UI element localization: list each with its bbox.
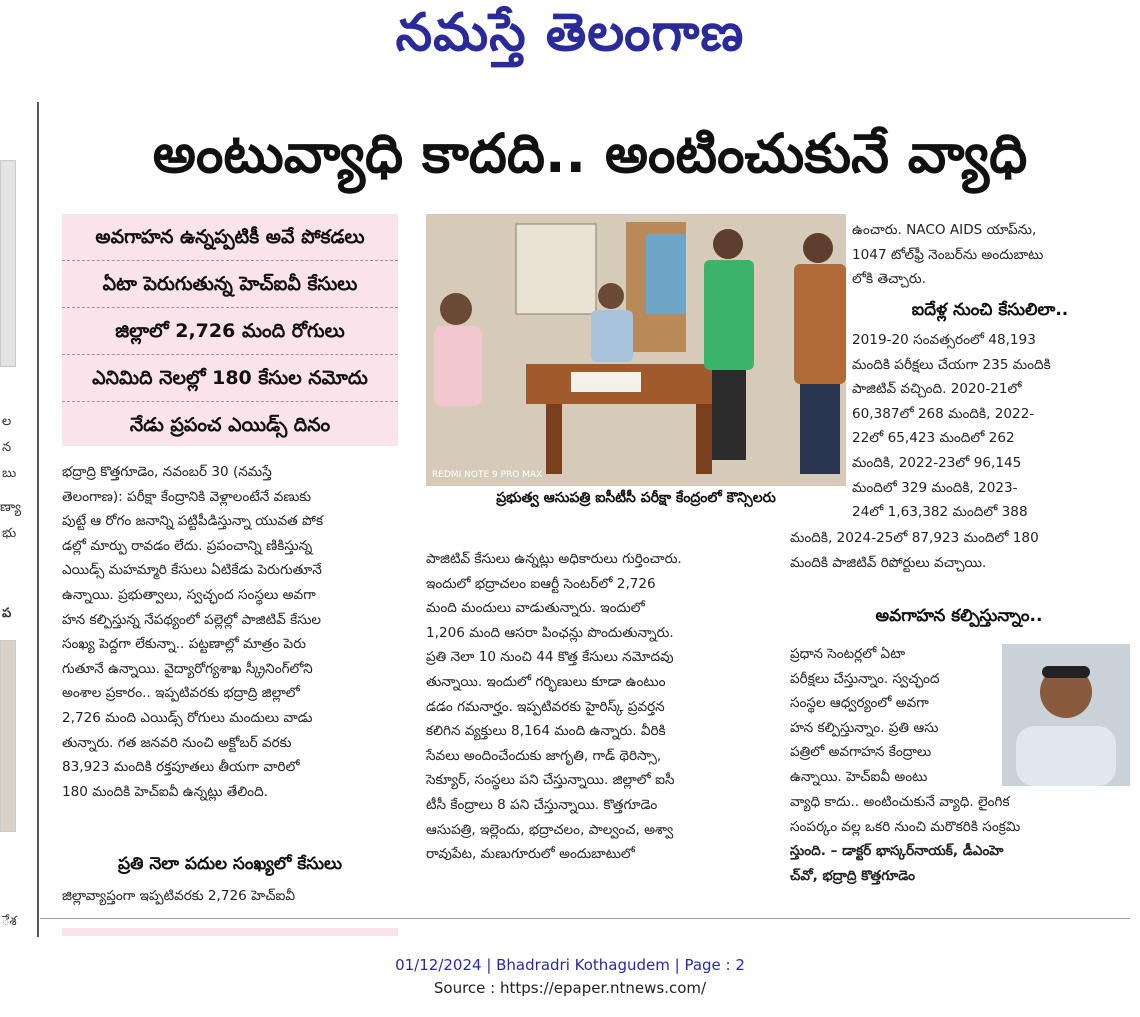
text-line: పాజిటివ్ వచ్చింది. 2020-21లో bbox=[852, 381, 1022, 398]
text-line: హన కల్పిస్తున్నాం. ప్రతి ఆసు bbox=[790, 719, 939, 736]
text-line: ఆసుపత్రి, ఇల్లెందు, భద్రాచలం, పాల్వంచ, అశ్వా bbox=[426, 821, 674, 838]
next-box-fragment bbox=[62, 928, 398, 936]
edge-text: ప bbox=[2, 606, 12, 621]
text-line: మందికి, 2024-25లో 87,923 మందిలో 180 bbox=[790, 530, 1039, 546]
highlight-line: అవగాహన ఉన్నప్పటికీ అవే పోకడలు bbox=[62, 214, 398, 261]
text-line: భద్రాద్రి కొత్తగూడెం, నవంబర్ 30 (నమస్తే bbox=[62, 464, 272, 480]
footer-edition-info: 01/12/2024 | Bhadradri Kothagudem | Page : 2 bbox=[395, 956, 745, 974]
text-line: స్తుంది. – డాక్టర్ భాస్కర్‌నాయక్, డీఎంహె bbox=[790, 843, 1004, 860]
text-line: పత్రిలో అవగాహన కేంద్రాలు bbox=[790, 744, 932, 761]
column-divider bbox=[37, 102, 39, 937]
text-line: 2,726 మంది ఎయిడ్స్ రోగులు మందులు వాడు bbox=[62, 709, 313, 726]
highlights-box bbox=[62, 214, 398, 446]
text-line: పుట్టే ఆ రోగం జనాన్ని పట్టిపీడిస్తున్నా యువత పోక bbox=[62, 513, 324, 530]
bottom-rule bbox=[40, 918, 1130, 919]
article-headline: అంటువ్యాధి కాదది.. అంటించుకునే వ్యాధి bbox=[152, 122, 1028, 185]
text-line: ఇందులో భద్రాచలం ఐఆర్టీ సెంటర్‌లో 2,726 bbox=[426, 575, 656, 592]
column-3-subhead: ఐదేళ్ల నుంచి కేసులిలా.. bbox=[911, 300, 1069, 320]
edge-image-fragment-2 bbox=[0, 640, 16, 832]
text-line: సేవలు అందించేందుకు జాగృతి, గాడ్ థెరిస్సా, bbox=[426, 747, 662, 764]
edge-text: ేశ bbox=[2, 914, 17, 929]
text-line: గుతూనే ఉన్నాయి. వైద్యారోగ్యశాఖ స్క్రీనింగ్‌లోని bbox=[62, 660, 313, 677]
text-line: అంశాల ప్రకారం.. ఇప్పటివరకు భద్రాద్రి జిల్లాలో bbox=[62, 685, 300, 702]
text-line: ఉన్నాయి. ప్రభుత్వాలు, స్వచ్ఛంద సంస్థలు అవగా bbox=[62, 586, 316, 603]
text-line: పరీక్షలు చేస్తున్నాం. స్వచ్ఛంద bbox=[790, 670, 940, 687]
photo-watermark: REDMI NOTE 9 PRO MAX bbox=[432, 470, 543, 480]
doctor-portrait bbox=[1002, 644, 1130, 786]
text-line: ప్రతి నెలా 10 నుంచి 44 కొత్త కేసులు నమోదవు bbox=[426, 649, 674, 666]
text-line: 83,923 మందికి రక్తపూతలు తీయగా వారిలో bbox=[62, 759, 300, 776]
text-line: టీసీ కేంద్రాలు 8 పని చేస్తున్నాయి. కొత్తగూడెం bbox=[426, 796, 658, 813]
masthead-logo: నమస్తే తెలంగాణ bbox=[395, 2, 745, 63]
highlight-line: ఏటా పెరుగుతున్న హెచ్ఐవీ కేసులు bbox=[62, 261, 398, 308]
text-line: మంది మందులు వాడుతున్నారు. ఇందులో bbox=[426, 600, 645, 617]
text-line: 1,206 మంది ఆసరా పింఛన్లు పొందుతున్నారు. bbox=[426, 624, 674, 641]
article-column-3-mid bbox=[852, 328, 1128, 525]
article-column-3-wide bbox=[790, 526, 1128, 575]
text-line: డల్లో మార్పు రావడం లేదు. ప్రపంచాన్ని ణికిస్తున్న bbox=[62, 537, 313, 554]
photo-caption: ప్రభుత్వ ఆసుపత్రి ఐసీటీసీ పరీక్షా కేంద్రంలో కౌన్సిలరు bbox=[496, 490, 776, 506]
portrait-illustration bbox=[1002, 644, 1130, 786]
text-line: మందికి పరీక్షలు చేయగా 235 మందికి bbox=[852, 356, 1051, 373]
text-line: రావుపేట, మణుగూరులో అందుబాటులో bbox=[426, 846, 635, 863]
text-line: మందికి, 2022-23లో 96,145 bbox=[852, 454, 1022, 471]
column-1-tail: జిల్లావ్యాప్తంగా ఇప్పటివరకు 2,726 హెచ్ఐవీ bbox=[62, 888, 296, 904]
quote-narrow bbox=[790, 642, 995, 790]
text-line: సంఖ్య పెద్దగా లేకున్నా.. పట్టణాల్లో మాత్రం పెరు bbox=[62, 636, 306, 653]
edge-text: భు bbox=[2, 526, 17, 541]
highlight-line: ఎనిమిది నెలల్లో 180 కేసుల నమోదు bbox=[62, 355, 398, 402]
text-line: మందికి పాజిటివ్ రిపోర్టులు వచ్చాయి. bbox=[790, 554, 987, 571]
text-line: మందిలో 329 మందికి, 2023- bbox=[852, 479, 1018, 496]
edge-text: ల bbox=[2, 414, 12, 429]
edge-text: ణ్యా bbox=[0, 500, 22, 515]
text-line: 60,387లో 268 మందికి, 2022- bbox=[852, 405, 1035, 422]
footer-source: Source : https://epaper.ntnews.com/ bbox=[433, 979, 707, 997]
article-column-2 bbox=[426, 547, 762, 867]
quote-wide bbox=[790, 790, 1128, 888]
text-line: 1047 టోల్‌ఫ్రీ నెంబర్‌ను అందుబాటు bbox=[852, 246, 1044, 263]
edge-image-fragment bbox=[0, 160, 16, 367]
counselling-scene-illustration bbox=[426, 214, 846, 486]
text-line: సెక్యూర్, సంస్థలు పని చేస్తున్నాయి. జిల్లాలో ఐసీ bbox=[426, 772, 675, 789]
text-line: ఎయిడ్స్ మహమ్మారి కేసులు ఏటికేడు పెరుగుతూనే bbox=[62, 562, 322, 579]
highlight-line: నేడు ప్రపంచ ఎయిడ్స్ దినం bbox=[129, 414, 331, 436]
text-line: 24లో 1,63,382 మందిలో 388 bbox=[852, 504, 1028, 521]
article-column-3-top bbox=[852, 218, 1128, 292]
text-line: లోకి తెచ్చారు. bbox=[852, 271, 926, 288]
text-line: సంస్థల ఆధ్వర్యంలో అవగా bbox=[790, 695, 929, 712]
text-line: హన కల్పిస్తున్న నేపథ్యంలో పల్లెల్లో పాజిటివ్ కేసుల bbox=[62, 611, 322, 628]
text-line: 2019-20 సంవత్సరంలో 48,193 bbox=[852, 332, 1036, 348]
edge-text: న bbox=[2, 440, 12, 455]
text-line: సంపర్కం వల్ల ఒకరి నుంచి మరొకరికి సంక్రమి bbox=[790, 818, 1021, 835]
text-line: తున్నాయి. ఇందులో గర్భిణులు కూడా ఉంటుం bbox=[426, 673, 666, 690]
text-line: 22లో 65,423 మందిలో 262 bbox=[852, 430, 1015, 447]
article-photo bbox=[426, 214, 846, 486]
text-line: వ్యాధి కాదు.. అంటించుకునే వ్యాధి. లైంగిక bbox=[790, 794, 1010, 810]
text-line: ఉన్నాయి. హెచ్ఐవీ అంటు bbox=[790, 768, 928, 785]
text-line: ప్రధాన సెంటర్లలో ఏటా bbox=[790, 646, 906, 662]
column-1-subhead: ప్రతి నెలా పదుల సంఖ్యలో కేసులు bbox=[118, 854, 342, 874]
text-line: చ్‌వో, భద్రాద్రి కొత్తగూడెం bbox=[790, 867, 915, 884]
highlight-line: జిల్లాలో 2,726 మంది రోగులు bbox=[62, 308, 398, 355]
text-line: ఉంచారు. NACO AIDS యాప్‌ను, bbox=[852, 222, 1037, 238]
text-line: 180 మందికి హెచ్ఐవీ ఉన్నట్లు తేలింది. bbox=[62, 783, 268, 800]
text-line: కలిగిన వ్యక్తులు 8,164 మంది ఉన్నారు. వీరికి bbox=[426, 723, 666, 740]
column-3-subhead-2: అవగాహన కల్పిస్తున్నాం.. bbox=[875, 606, 1043, 626]
text-line: తున్నారు. గత జనవరి నుంచి అక్టోబర్ వరకు bbox=[62, 734, 292, 751]
text-line: తెలంగాణ): పరీక్షా కేంద్రానికి వెళ్లాలంటేనే వణుకు bbox=[62, 488, 312, 505]
article-column-1 bbox=[62, 460, 398, 804]
edge-text: బు bbox=[2, 466, 17, 481]
text-line: పాజిటివ్ కేసులు ఉన్నట్లు అధికారులు గుర్తించారు. bbox=[426, 551, 682, 567]
text-line: డడం గమనార్హం. ఇప్పటివరకు హైరిస్క్ ప్రవర్తన bbox=[426, 698, 665, 715]
